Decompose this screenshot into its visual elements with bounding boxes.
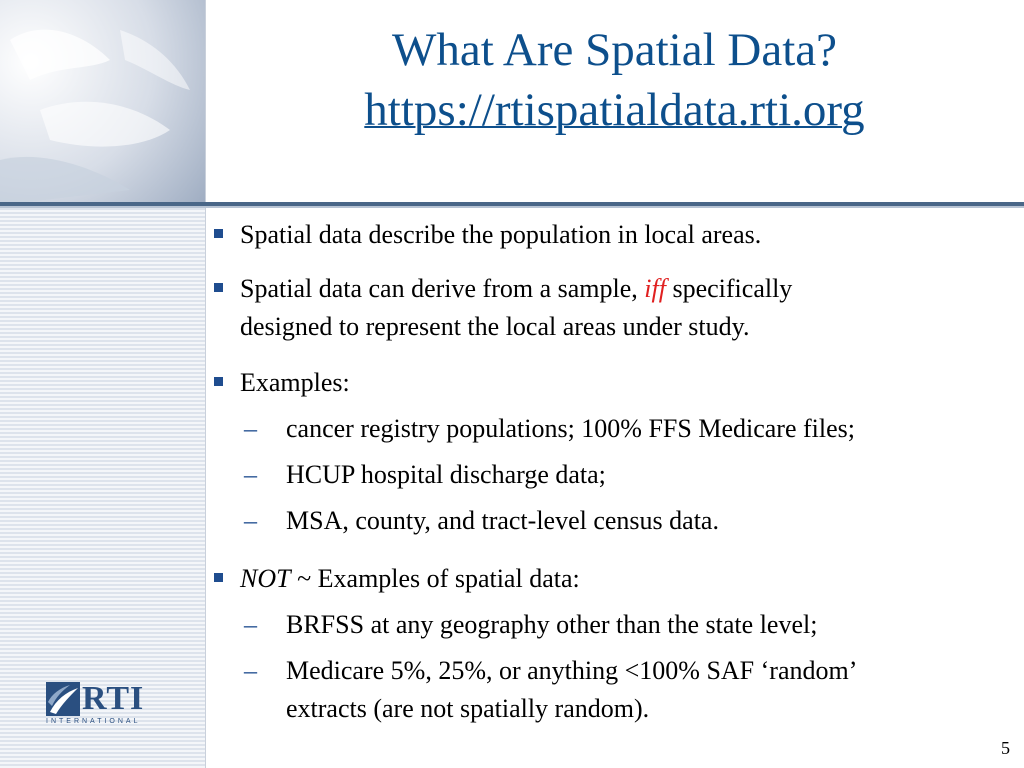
- sub-bullet-text: MSA, county, and tract-level census data.: [286, 506, 719, 535]
- sub-bullet-item: [244, 606, 986, 644]
- sub-bullet-item: [244, 652, 986, 728]
- page-number: 5: [1001, 738, 1010, 758]
- bullet-text: designed to represent the local areas under study.: [240, 312, 750, 341]
- sub-bullet-text: Medicare 5%, 25%, or anything <100% SAF ‘random’: [286, 656, 858, 685]
- bullet-text: Examples:: [240, 368, 350, 397]
- rti-logo-mark-icon: [46, 682, 80, 716]
- sub-bullet-text: HCUP hospital discharge data;: [286, 460, 606, 489]
- square-bullet-icon: [214, 229, 223, 238]
- slide-link[interactable]: https://rtispatialdata.rti.org: [364, 84, 865, 136]
- sub-bullet-item: [244, 456, 986, 494]
- square-bullet-icon: [214, 283, 223, 292]
- dash-bullet-icon: –: [244, 610, 257, 639]
- square-bullet-icon: [214, 573, 223, 582]
- logo-wordmark: RTI: [82, 680, 145, 717]
- bullet-text: Spatial data describe the population in local areas.: [240, 220, 762, 249]
- dash-bullet-icon: –: [244, 460, 257, 489]
- dash-bullet-icon: –: [244, 506, 257, 535]
- iff-emphasis: iff: [644, 274, 666, 303]
- square-bullet-icon: [214, 377, 223, 386]
- sub-bullet-text: cancer registry populations; 100% FFS Medicare files;: [286, 414, 855, 443]
- bullet-item: [240, 560, 980, 598]
- sub-bullet-text: extracts (are not spatially random).: [286, 694, 650, 723]
- dash-bullet-icon: –: [244, 414, 257, 443]
- slide-link-container: [205, 80, 1024, 140]
- slide-title: What Are Spatial Data?: [391, 24, 837, 76]
- bullet-item: [240, 364, 980, 402]
- sub-bullet-item: [244, 410, 986, 448]
- logo-subtitle: INTERNATIONAL: [46, 718, 141, 725]
- sub-bullet-item: [244, 502, 986, 540]
- dash-bullet-icon: –: [244, 656, 257, 685]
- bullet-item: [240, 216, 980, 254]
- not-emphasis: NOT: [240, 564, 291, 593]
- bullet-text: Spatial data can derive from a sample,: [240, 274, 645, 303]
- sub-bullet-text: BRFSS at any geography other than the state level;: [286, 610, 818, 639]
- bullet-text: ~ Examples of spatial data:: [290, 564, 580, 593]
- header-divider-light: [0, 206, 1024, 208]
- rti-logo: [44, 680, 164, 726]
- globe-image: [0, 0, 205, 205]
- bullet-item: [240, 270, 980, 346]
- bullet-text: specifically: [665, 274, 793, 303]
